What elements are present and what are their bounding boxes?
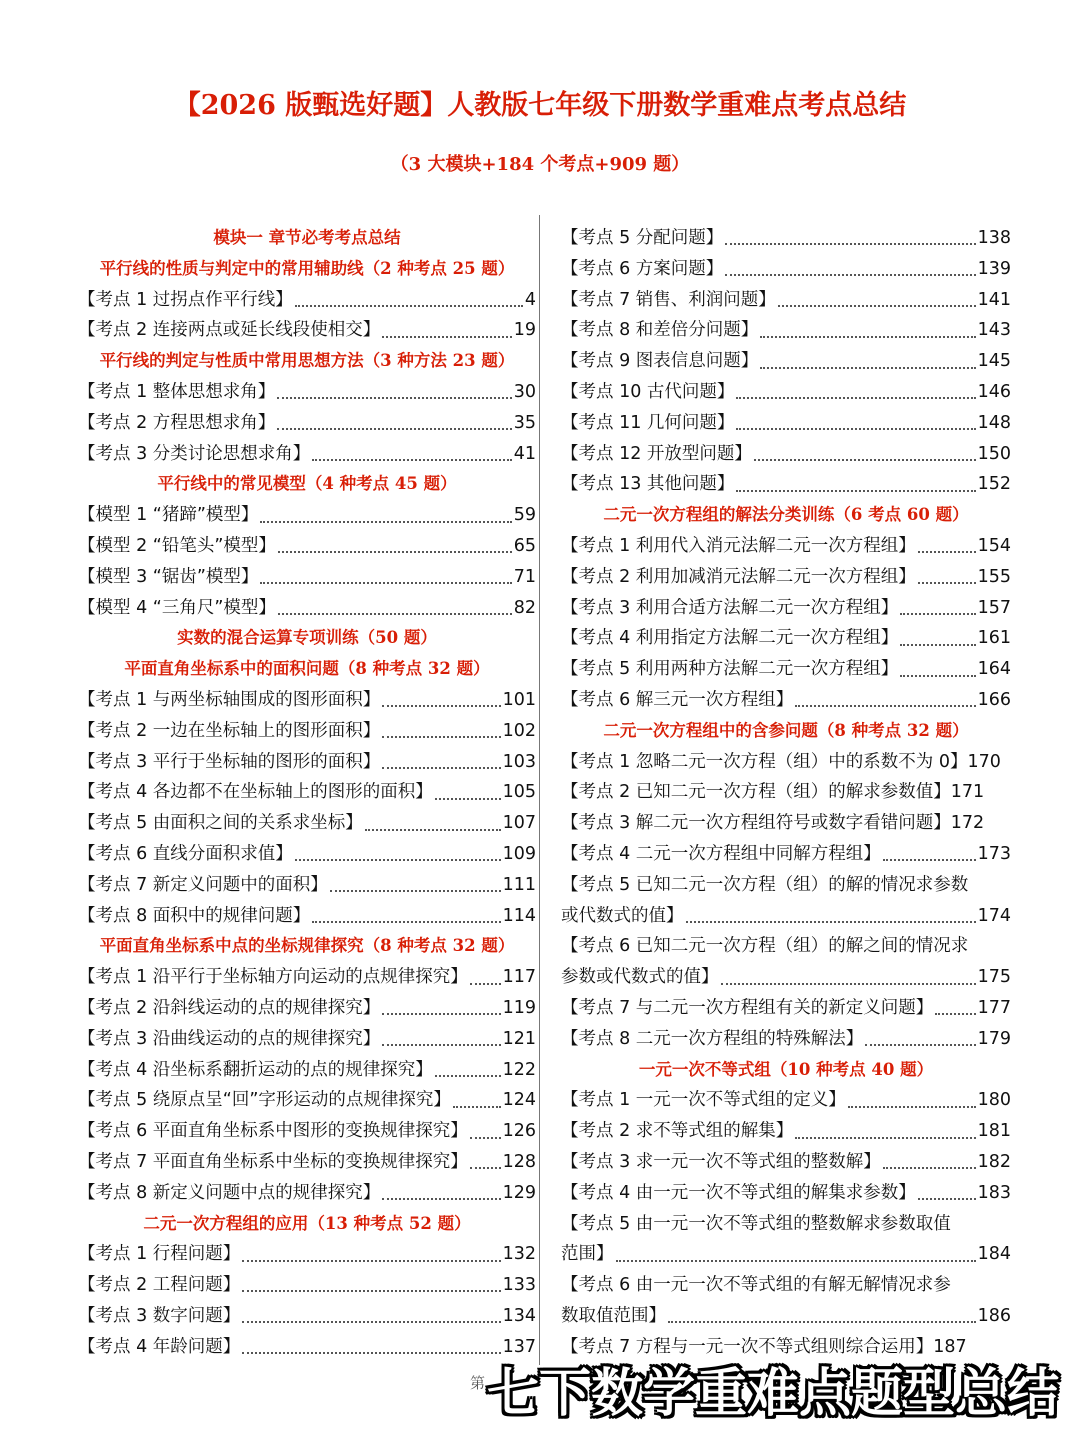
toc-right-column xyxy=(561,223,1011,1362)
dot-leader xyxy=(686,921,976,923)
dot-leader xyxy=(760,367,975,369)
toc-entry[interactable] xyxy=(78,808,536,839)
toc-entry-label: 【考点 2 利用加减消元法解二元一次方程组】 xyxy=(561,566,916,587)
toc-entry-page: 114 xyxy=(502,905,536,926)
toc-entry[interactable] xyxy=(78,1239,536,1270)
dot-leader xyxy=(470,1167,501,1169)
toc-entry[interactable]: 【考点 2 已知二元一次方程（组）的解求参数值】171 xyxy=(561,782,985,803)
dot-leader xyxy=(435,1075,501,1077)
toc-entry[interactable] xyxy=(561,593,1011,624)
toc-entry-page: 177 xyxy=(977,997,1011,1018)
toc-entry-page: 155 xyxy=(977,566,1011,587)
toc-entry-page: 105 xyxy=(502,782,536,803)
overlay-caption: 七下数学重难点题型总结 xyxy=(487,1364,1060,1424)
toc-entry-label: 【考点 2 工程问题】 xyxy=(78,1275,241,1296)
toc-entry[interactable] xyxy=(78,716,536,747)
toc-entry[interactable] xyxy=(561,1178,1011,1209)
toc-entry-page: 133 xyxy=(502,1275,536,1296)
dot-leader xyxy=(435,798,501,800)
toc-entry-page: 179 xyxy=(977,1028,1011,1049)
toc-entry[interactable] xyxy=(561,346,1011,377)
toc-entry-page: 145 xyxy=(977,351,1011,372)
toc-entry-label: 【考点 1 一元一次不等式组的定义】 xyxy=(561,1090,846,1111)
dot-leader xyxy=(382,1044,500,1046)
toc-entry-label: 参数或代数式的值】 xyxy=(561,967,719,988)
toc-entry-page: 141 xyxy=(977,289,1011,310)
toc-entry-label: 【考点 12 开放型问题】 xyxy=(561,443,752,464)
toc-entry-page: 183 xyxy=(977,1182,1011,1203)
dot-leader xyxy=(778,305,976,307)
dot-leader xyxy=(278,551,512,553)
toc-entry[interactable] xyxy=(561,901,1011,932)
toc-entry[interactable] xyxy=(561,469,1011,500)
dot-leader xyxy=(883,859,976,861)
toc-entry-label: 【考点 3 求一元一次不等式组的整数解】 xyxy=(561,1151,881,1172)
column-divider xyxy=(539,215,540,1365)
section-heading: 平面直角坐标系中点的坐标规律探究（8 种考点 32 题） xyxy=(99,936,515,956)
toc-entry-page: 139 xyxy=(977,258,1011,279)
toc-entry-page: 174 xyxy=(977,905,1011,926)
toc-entry-label: 【考点 2 一边在坐标轴上的图形面积】 xyxy=(78,720,381,741)
toc-entry-page: 126 xyxy=(502,1121,536,1142)
toc-entry[interactable] xyxy=(561,1239,1011,1270)
dot-leader xyxy=(242,1260,500,1262)
toc-entry-page: 109 xyxy=(502,843,536,864)
dot-leader xyxy=(918,1198,976,1200)
dot-leader xyxy=(365,829,501,831)
toc-entry-label: 【模型 4 “三角尺”模型】 xyxy=(78,597,276,618)
toc-entry[interactable] xyxy=(78,1270,536,1301)
dot-leader xyxy=(312,921,500,923)
toc-entry[interactable] xyxy=(561,1147,1011,1178)
toc-entry-page: 148 xyxy=(977,412,1011,433)
dot-leader xyxy=(900,675,975,677)
toc-entry-label: 【考点 10 古代问题】 xyxy=(561,381,735,402)
toc-entry-label: 数取值范围】 xyxy=(561,1305,666,1326)
toc-entry-label: 【考点 3 平行于坐标轴的图形的面积】 xyxy=(78,751,381,772)
toc-entry-label: 【考点 1 过拐点作平行线】 xyxy=(78,289,293,310)
toc-entry-page: 111 xyxy=(502,874,536,895)
dot-leader xyxy=(736,490,975,492)
dot-leader xyxy=(330,890,501,892)
dot-leader xyxy=(883,1167,976,1169)
section-heading: 实数的混合运算专项训练（50 题） xyxy=(177,628,437,648)
toc-entry-page: 181 xyxy=(977,1121,1011,1142)
toc-entry[interactable] xyxy=(78,1055,536,1086)
toc-entry-label: 【考点 5 利用两种方法解二元一次方程组】 xyxy=(561,659,899,680)
dot-leader xyxy=(725,274,975,276)
dot-leader xyxy=(760,336,975,338)
dot-leader xyxy=(754,459,976,461)
toc-entry-label: 【考点 1 整体思想求角】 xyxy=(78,381,276,402)
toc-entry-label: 【考点 1 与两坐标轴围成的图形面积】 xyxy=(78,689,381,710)
toc-entry-label: 【考点 2 沿斜线运动的点的规律探究】 xyxy=(78,997,381,1018)
toc-entry[interactable] xyxy=(561,962,1011,993)
section-heading: 二元一次方程组的应用（13 种考点 52 题） xyxy=(143,1213,471,1233)
toc-entry-page: 59 xyxy=(513,505,536,526)
toc-entry[interactable] xyxy=(561,285,1011,316)
toc-entry[interactable] xyxy=(78,777,536,808)
toc-entry-page: 35 xyxy=(513,412,536,433)
toc-entry-label: 【考点 9 图表信息问题】 xyxy=(561,351,759,372)
toc-entry-label: 【考点 2 连接两点或延长线段使相交】 xyxy=(78,320,381,341)
toc-entry-label: 【考点 7 与二元一次方程组有关的新定义问题】 xyxy=(561,997,934,1018)
dot-leader xyxy=(260,521,511,523)
toc-left-column xyxy=(78,223,536,1362)
toc-entry[interactable] xyxy=(78,1301,536,1332)
dot-leader xyxy=(295,305,523,307)
toc-entry-label: 【考点 3 沿曲线运动的点的规律探究】 xyxy=(78,1028,381,1049)
dot-leader xyxy=(736,428,975,430)
toc-entry-page: 132 xyxy=(502,1244,536,1265)
toc-entry-page: 117 xyxy=(502,967,536,988)
toc-entry-page: 134 xyxy=(502,1305,536,1326)
toc-entry-label: 范围】 xyxy=(561,1244,614,1265)
dot-leader xyxy=(278,613,512,615)
dot-leader xyxy=(865,1044,975,1046)
toc-entry-label: 【考点 8 二元一次方程组的特殊解法】 xyxy=(561,1028,864,1049)
toc-entry-page: 30 xyxy=(513,381,536,402)
section-heading: 模块一 章节必考考点总结 xyxy=(213,228,401,247)
dot-leader xyxy=(277,428,511,430)
toc-entry[interactable] xyxy=(78,901,536,932)
toc-entry-label: 【考点 4 各边都不在坐标轴上的图形的面积】 xyxy=(78,782,433,803)
toc-entry[interactable] xyxy=(78,593,536,624)
toc-entry[interactable] xyxy=(561,315,1011,346)
dot-leader xyxy=(242,1352,500,1354)
toc-entry-label: 【考点 3 数字问题】 xyxy=(78,1305,241,1326)
toc-entry-page: 101 xyxy=(502,689,536,710)
toc-entry-page: 137 xyxy=(502,1336,536,1357)
toc-entry[interactable] xyxy=(78,747,536,778)
toc-entry[interactable] xyxy=(561,623,1011,654)
toc-entry[interactable]: 【考点 5 由一元一次不等式组的整数解求参数取值 xyxy=(561,1213,951,1234)
toc-entry[interactable] xyxy=(561,685,1011,716)
dot-leader xyxy=(382,1013,500,1015)
toc-entry[interactable] xyxy=(78,408,536,439)
section-heading: 平面直角坐标系中的面积问题（8 种考点 32 题） xyxy=(124,659,490,679)
dot-leader xyxy=(382,736,500,738)
toc-entry[interactable] xyxy=(78,439,536,470)
toc-entry-label: 【考点 4 由一元一次不等式组的解集求参数】 xyxy=(561,1182,916,1203)
dot-leader xyxy=(382,767,500,769)
toc-entry[interactable]: 【考点 6 由一元一次不等式组的有解无解情况求参 xyxy=(561,1275,951,1296)
toc-entry[interactable] xyxy=(78,1147,536,1178)
toc-entry[interactable] xyxy=(78,285,536,316)
toc-entry-page: 157 xyxy=(977,597,1011,618)
toc-entry-page: 182 xyxy=(977,1151,1011,1172)
toc-entry[interactable]: 【考点 6 已知二元一次方程（组）的解之间的情况求 xyxy=(561,936,969,957)
section-heading: 平行线的判定与性质中常用思想方法（3 种方法 23 题） xyxy=(99,351,515,371)
dot-leader xyxy=(725,243,975,245)
toc-entry-page: 161 xyxy=(977,628,1011,649)
toc-entry-page: 180 xyxy=(977,1090,1011,1111)
dot-leader xyxy=(295,859,501,861)
toc-entry[interactable] xyxy=(561,408,1011,439)
toc-entry-page: 4 xyxy=(524,289,536,310)
toc-entry[interactable] xyxy=(78,993,536,1024)
toc-entry[interactable] xyxy=(561,1301,1011,1332)
dot-leader xyxy=(453,1106,501,1108)
toc-entry-page: 184 xyxy=(977,1244,1011,1265)
page-number-fragment: 第 xyxy=(470,1374,486,1392)
toc-entry[interactable] xyxy=(78,870,536,901)
dot-leader xyxy=(668,1321,976,1323)
toc-entry[interactable] xyxy=(561,1024,1011,1055)
dot-leader xyxy=(900,613,975,615)
toc-entry-label: 【考点 4 沿坐标系翻折运动的点的规律探究】 xyxy=(78,1059,433,1080)
toc-entry[interactable] xyxy=(78,1332,536,1363)
toc-entry-page: 102 xyxy=(502,720,536,741)
toc-entry[interactable] xyxy=(78,377,536,408)
toc-entry-page: 121 xyxy=(502,1028,536,1049)
toc-entry[interactable] xyxy=(78,1116,536,1147)
toc-entry[interactable] xyxy=(561,254,1011,285)
dot-leader xyxy=(736,397,975,399)
toc-entry-label: 或代数式的值】 xyxy=(561,905,684,926)
toc-entry-label: 【考点 3 分类讨论思想求角】 xyxy=(78,443,311,464)
toc-entry[interactable] xyxy=(561,377,1011,408)
toc-entry[interactable] xyxy=(561,839,1011,870)
dot-leader xyxy=(848,1106,976,1108)
dot-leader xyxy=(918,551,976,553)
dot-leader xyxy=(795,1137,975,1139)
toc-entry[interactable] xyxy=(561,654,1011,685)
dot-leader xyxy=(242,1321,500,1323)
dot-leader xyxy=(260,582,511,584)
toc-entry-page: 103 xyxy=(502,751,536,772)
dot-leader xyxy=(795,705,975,707)
toc-entry[interactable] xyxy=(561,531,1011,562)
toc-entry[interactable] xyxy=(561,439,1011,470)
dot-leader xyxy=(721,983,976,985)
toc-entry-label: 【考点 4 二元一次方程组中同解方程组】 xyxy=(561,843,881,864)
toc-entry-label: 【考点 8 和差倍分问题】 xyxy=(561,320,759,341)
toc-entry-label: 【考点 13 其他问题】 xyxy=(561,474,735,495)
toc-entry-page: 173 xyxy=(977,843,1011,864)
toc-entry[interactable]: 【考点 1 忽略二元一次方程（组）中的系数不为 0】170 xyxy=(561,751,1001,772)
toc-entry-label: 【模型 3 “锯齿”模型】 xyxy=(78,566,259,587)
toc-entry-label: 【考点 6 解三元一次方程组】 xyxy=(561,689,794,710)
toc-entry[interactable] xyxy=(78,1178,536,1209)
toc-entry[interactable] xyxy=(78,315,536,346)
toc-entry-label: 【考点 1 沿平行于坐标轴方向运动的点规律探究】 xyxy=(78,967,468,988)
toc-entry-label: 【考点 6 直线分面积求值】 xyxy=(78,843,293,864)
dot-leader xyxy=(616,1260,976,1262)
dot-leader xyxy=(242,1290,500,1292)
dot-leader xyxy=(277,397,511,399)
toc-entry-page: 152 xyxy=(977,474,1011,495)
toc-entry-page: 128 xyxy=(502,1151,536,1172)
toc-entry-label: 【考点 2 求不等式组的解集】 xyxy=(561,1121,794,1142)
toc-entry-label: 【考点 5 绕原点呈“回”字形运动的点规律探究】 xyxy=(78,1090,451,1111)
toc-entry-page: 122 xyxy=(502,1059,536,1080)
section-heading: 平行线中的常见模型（4 种考点 45 题） xyxy=(157,474,457,494)
toc-entry-label: 【考点 5 由面积之间的关系求坐标】 xyxy=(78,813,363,834)
toc-entry[interactable]: 【考点 7 方程与一元一次不等式组则综合运用】187 xyxy=(561,1336,967,1357)
toc-entry-label: 【考点 3 利用合适方法解二元一次方程组】 xyxy=(561,597,899,618)
toc-entry-page: 164 xyxy=(977,659,1011,680)
toc-entry[interactable] xyxy=(78,562,536,593)
dot-leader xyxy=(382,1198,500,1200)
toc-entry-label: 【考点 6 平面直角坐标系中图形的变换规律探究】 xyxy=(78,1121,468,1142)
toc-entry[interactable] xyxy=(78,1024,536,1055)
toc-entry-page: 107 xyxy=(502,813,536,834)
dot-leader xyxy=(470,983,501,985)
dot-leader xyxy=(470,1137,501,1139)
toc-entry[interactable] xyxy=(561,562,1011,593)
dot-leader xyxy=(382,336,511,338)
toc-entry[interactable]: 【考点 5 已知二元一次方程（组）的解的情况求参数 xyxy=(561,874,969,895)
toc-entry-label: 【考点 7 平面直角坐标系中坐标的变换规律探究】 xyxy=(78,1151,468,1172)
toc-entry-label: 【考点 8 面积中的规律问题】 xyxy=(78,905,311,926)
toc-entry-label: 【考点 5 分配问题】 xyxy=(561,228,724,248)
toc-entry-label: 【考点 1 行程问题】 xyxy=(78,1244,241,1265)
toc-entry-page: 186 xyxy=(977,1305,1011,1326)
toc-entry-page: 138 xyxy=(977,228,1011,248)
dot-leader xyxy=(918,582,976,584)
toc-entry[interactable] xyxy=(561,1116,1011,1147)
toc-entry-label: 【模型 2 “铅笔头”模型】 xyxy=(78,535,276,556)
toc-entry-page: 143 xyxy=(977,320,1011,341)
dot-leader xyxy=(312,459,511,461)
toc-entry-page: 119 xyxy=(502,997,536,1018)
toc-entry-label: 【考点 1 利用代入消元法解二元一次方程组】 xyxy=(561,535,916,556)
toc-entry[interactable] xyxy=(78,531,536,562)
document-subtitle: （3 大模块+184 个考点+909 题） xyxy=(390,154,690,175)
toc-entry[interactable] xyxy=(78,685,536,716)
toc-entry-page: 146 xyxy=(977,381,1011,402)
toc-entry-label: 【模型 1 “猪蹄”模型】 xyxy=(78,505,259,526)
toc-entry-page: 150 xyxy=(977,443,1011,464)
toc-entry[interactable]: 【考点 3 解二元一次方程组符号或数字看错问题】172 xyxy=(561,813,985,834)
toc-entry-label: 【考点 11 几何问题】 xyxy=(561,412,735,433)
toc-entry-page: 175 xyxy=(977,967,1011,988)
toc-entry-page: 41 xyxy=(513,443,536,464)
section-heading: 一元一次不等式组（10 种考点 40 题） xyxy=(638,1059,934,1079)
toc-entry-page: 129 xyxy=(502,1182,536,1203)
toc-entry[interactable] xyxy=(561,1085,1011,1116)
toc-entry[interactable] xyxy=(561,993,1011,1024)
toc-entry-page: 124 xyxy=(502,1090,536,1111)
toc-entry-label: 【考点 4 年龄问题】 xyxy=(78,1336,241,1357)
toc-entry-page: 71 xyxy=(513,566,536,587)
toc-entry-label: 【考点 7 新定义问题中的面积】 xyxy=(78,874,328,895)
toc-entry-page: 82 xyxy=(513,597,536,618)
toc-entry-page: 65 xyxy=(513,535,536,556)
dot-leader xyxy=(935,1013,975,1015)
toc-entry-label: 【考点 8 新定义问题中点的规律探究】 xyxy=(78,1182,381,1203)
toc-entry-page: 166 xyxy=(977,689,1011,710)
toc-entry[interactable] xyxy=(78,500,536,531)
toc-entry[interactable] xyxy=(78,839,536,870)
dot-leader xyxy=(900,644,975,646)
section-heading: 平行线的性质与判定中的常用辅助线（2 种考点 25 题） xyxy=(99,258,515,278)
toc-entry-page: 154 xyxy=(977,535,1011,556)
section-heading: 二元一次方程组中的含参问题（8 种考点 32 题） xyxy=(603,720,969,740)
toc-entry-label: 【考点 6 方案问题】 xyxy=(561,258,724,279)
toc-entry-page: 19 xyxy=(513,320,536,341)
toc-entry-label: 【考点 2 方程思想求角】 xyxy=(78,412,276,433)
toc-entry[interactable] xyxy=(78,962,536,993)
toc-entry[interactable] xyxy=(561,223,1011,254)
dot-leader xyxy=(382,705,500,707)
document-title: 【2026 版甄选好题】人教版七年级下册数学重难点考点总结 xyxy=(173,90,907,121)
toc-entry[interactable] xyxy=(78,1085,536,1116)
toc-entry-label: 【考点 7 销售、利润问题】 xyxy=(561,289,776,310)
section-heading: 二元一次方程组的解法分类训练（6 考点 60 题） xyxy=(603,505,969,525)
toc-entry-label: 【考点 4 利用指定方法解二元一次方程组】 xyxy=(561,628,899,649)
